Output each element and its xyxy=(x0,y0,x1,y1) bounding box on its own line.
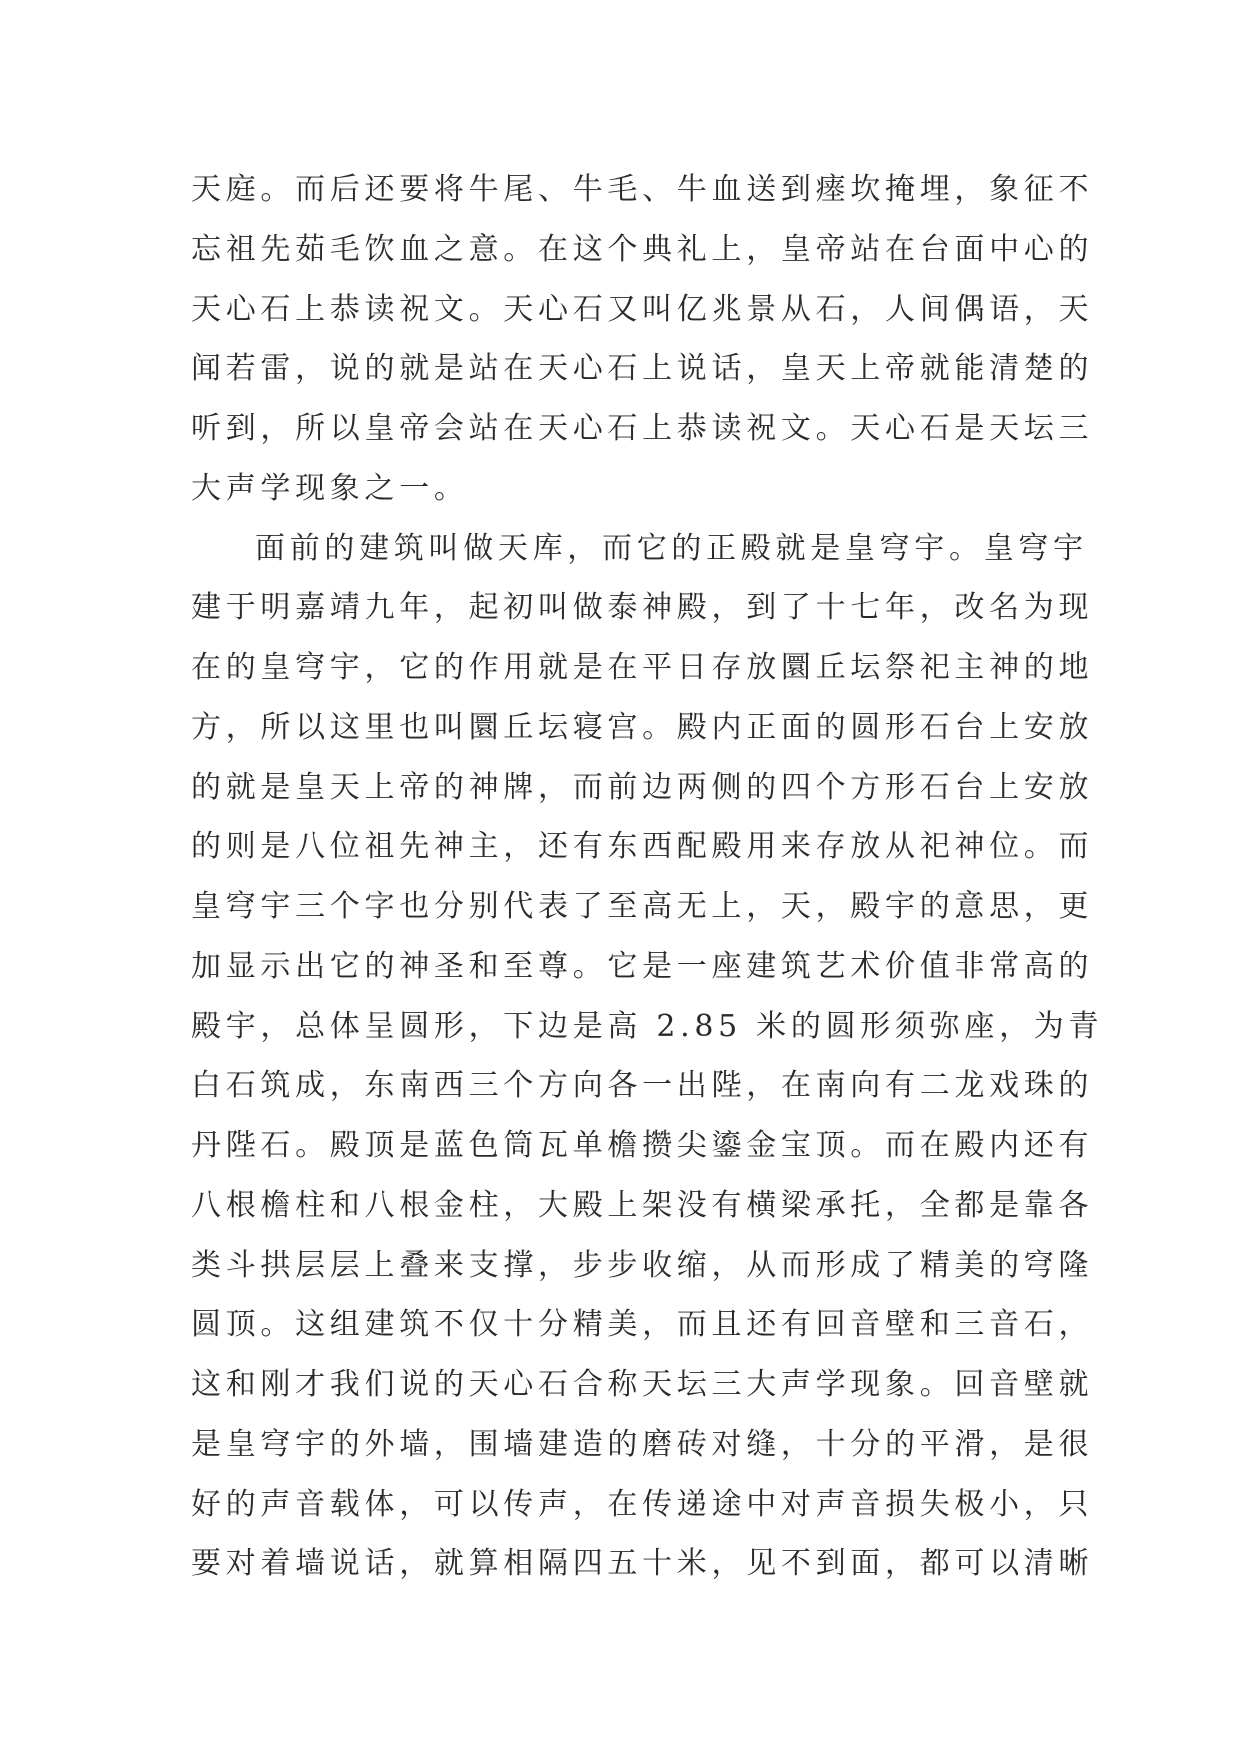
text-line: 丹陛石。殿顶是蓝色筒瓦单檐攒尖鎏金宝顶。而在殿内还有 xyxy=(191,1128,1094,1163)
text-line: 这和刚才我们说的天心石合称天坛三大声学现象。回音壁就 xyxy=(191,1367,1094,1402)
body-text xyxy=(191,160,1104,1594)
text-line: 听到，所以皇帝会站在天心石上恭读祝文。天心石是天坛三 xyxy=(191,411,1094,446)
text-line: 天心石上恭读祝文。天心石又叫亿兆景从石，人间偶语，天 xyxy=(191,291,1094,327)
text-line: 的就是皇天上帝的神牌，而前边两侧的四个方形石台上安放 xyxy=(191,769,1094,805)
text-line: 白石筑成，东南西三个方向各一出陛，在南向有二龙戏珠的 xyxy=(191,1068,1094,1104)
text-line: 天庭。而后还要将牛尾、牛毛、牛血送到瘗坎掩埋，象征不 xyxy=(191,172,1094,207)
text-line: 殿宇，总体呈圆形，下边是高 2.85 米的圆形须弥座，为青 xyxy=(191,1008,1104,1044)
text-line: 是皇穹宇的外墙，围墙建造的磨砖对缝，十分的平滑，是很 xyxy=(191,1426,1094,1462)
text-line: 大声学现象之一。 xyxy=(191,470,469,506)
text-line: 要对着墙说话，就算相隔四五十米，见不到面，都可以清晰 xyxy=(191,1546,1094,1582)
text-line: 忘祖先茹毛饮血之意。在这个典礼上，皇帝站在台面中心的 xyxy=(191,231,1094,267)
text-line: 好的声音载体，可以传声，在传递途中对声音损失极小，只 xyxy=(191,1486,1094,1522)
text-line: 闻若雷，说的就是站在天心石上说话，皇天上帝就能清楚的 xyxy=(191,351,1094,387)
text-line: 方，所以这里也叫圜丘坛寝宫。殿内正面的圆形石台上安放 xyxy=(191,709,1094,745)
text-line: 类斗拱层层上叠来支撑，步步收缩，从而形成了精美的穹隆 xyxy=(191,1247,1094,1283)
paragraph-first-line: 面前的建筑叫做天库，而它的正殿就是皇穹宇。皇穹宇 xyxy=(255,530,1088,566)
text-line: 八根檐柱和八根金柱，大殿上架没有横梁承托，全都是靠各 xyxy=(191,1187,1094,1223)
text-line: 加显示出它的神圣和至尊。它是一座建筑艺术价值非常高的 xyxy=(191,948,1094,984)
text-line: 的则是八位祖先神主，还有东西配殿用来存放从祀神位。而 xyxy=(191,829,1094,865)
text-line: 建于明嘉靖九年，起初叫做泰神殿，到了十七年，改名为现 xyxy=(191,590,1094,626)
text-line: 在的皇穹宇，它的作用就是在平日存放圜丘坛祭祀主神的地 xyxy=(191,650,1094,685)
text-line: 圆顶。这组建筑不仅十分精美，而且还有回音壁和三音石， xyxy=(191,1307,1094,1343)
text-line: 皇穹宇三个字也分别代表了至高无上，天，殿宇的意思，更 xyxy=(191,889,1094,924)
